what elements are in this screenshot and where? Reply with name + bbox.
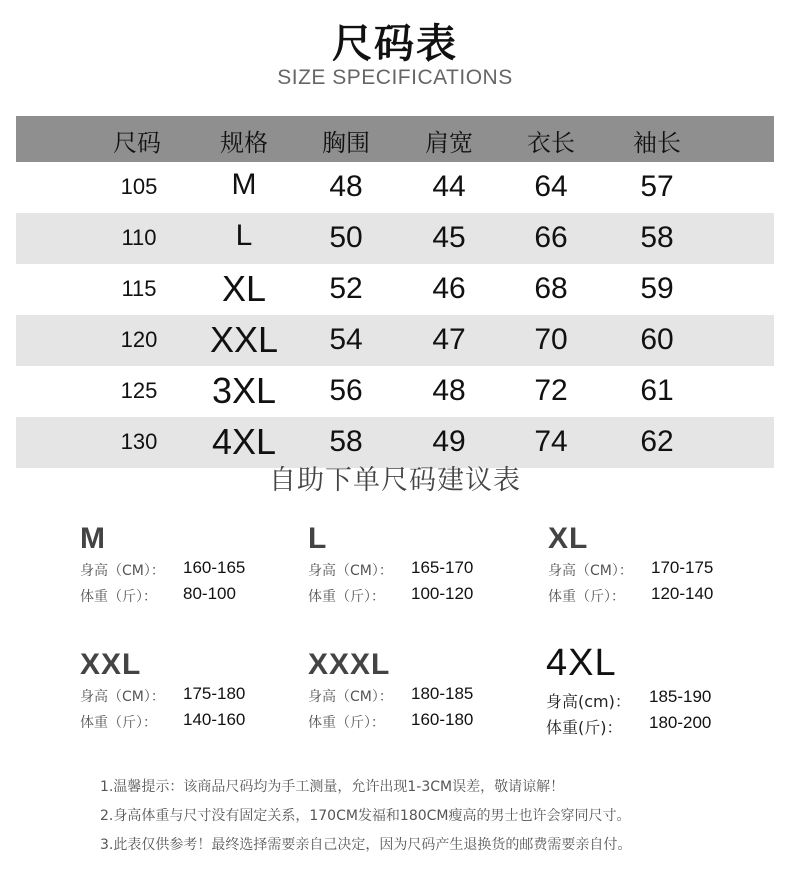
weight-line: [546, 711, 776, 737]
height-label: 身高（CM）：: [308, 689, 393, 705]
height-value: 170-175: [651, 558, 714, 577]
recommend-size: XXXL: [308, 648, 391, 681]
notes: [100, 776, 631, 863]
height-line: [546, 685, 776, 711]
height-label: 身高(cm)：: [546, 692, 631, 711]
table-cell: 4XL: [211, 421, 277, 462]
table-cell: 70: [534, 323, 568, 356]
weight-line: [80, 582, 310, 608]
table-cell: 74: [534, 425, 568, 458]
recommend-card-xxl: [80, 648, 310, 734]
page-title: 尺码表: [332, 21, 458, 67]
table-cell: XXL: [209, 319, 279, 360]
height-line: [308, 682, 538, 708]
recommend-card-xxxl: [308, 648, 538, 734]
height-label: 身高（CM）：: [548, 563, 633, 579]
table-cell: 64: [534, 170, 568, 203]
table-row: [16, 366, 774, 417]
recommend-card-4xl: [546, 642, 776, 737]
height-value: 180-185: [411, 684, 474, 703]
note-line: 2.身高体重与尺寸没有固定关系，170CM发福和180CM瘦高的男士也许会穿同尺寸。: [100, 808, 631, 824]
recommend-title: 自助下单尺码建议表: [269, 465, 521, 496]
table-cell: 47: [432, 323, 466, 356]
recommend-card-l: [308, 522, 538, 608]
table-cell: 57: [640, 170, 674, 203]
height-value: 160-165: [183, 558, 246, 577]
height-value: 165-170: [411, 558, 474, 577]
weight-label: 体重（斤）：: [548, 589, 625, 605]
table-cell: M: [231, 168, 257, 201]
weight-value: 80-100: [183, 584, 236, 603]
header-cell: 尺码: [113, 129, 161, 157]
weight-line: [308, 708, 538, 734]
header-cell: 肩宽: [425, 129, 473, 157]
table-cell: 68: [534, 272, 568, 305]
table-cell: 105: [120, 174, 158, 199]
height-line: [308, 556, 538, 582]
height-line: [80, 556, 310, 582]
table-row: [16, 213, 774, 264]
recommend-card-m: [80, 522, 310, 608]
table-cell: 115: [121, 276, 157, 301]
weight-value: 120-140: [651, 584, 714, 603]
table-cell: 120: [120, 327, 158, 352]
table-cell: 56: [329, 374, 363, 407]
table-row: [16, 264, 774, 315]
height-label: 身高（CM）：: [308, 563, 393, 579]
recommend-card-xl: [548, 522, 778, 608]
table-cell: 54: [329, 323, 363, 356]
weight-value: 100-120: [411, 584, 474, 603]
table-cell: 66: [534, 221, 568, 254]
weight-label: 体重（斤）：: [80, 715, 157, 731]
table-cell: 59: [640, 272, 674, 305]
height-label: 身高（CM）：: [80, 563, 165, 579]
table-cell: XL: [221, 268, 267, 309]
table-cell: 48: [432, 374, 466, 407]
header-cell: 袖长: [633, 129, 681, 157]
table-header: [16, 116, 774, 162]
height-value: 175-180: [183, 684, 246, 703]
note-line: 3.此表仅供参考！最终选择需要亲自己决定，因为尺码产生退换货的邮费需要亲自付。: [100, 837, 632, 853]
table-cell: 46: [432, 272, 466, 305]
page-subtitle: SIZE SPECIFICATIONS: [277, 66, 513, 89]
recommend-size: 4XL: [546, 642, 617, 684]
weight-line: [80, 708, 310, 734]
table-row: [16, 315, 774, 366]
height-label: 身高（CM）：: [80, 689, 165, 705]
height-value: 185-190: [649, 687, 712, 706]
table-cell: L: [235, 219, 253, 252]
table-cell: 60: [640, 323, 674, 356]
table-cell: 49: [432, 425, 466, 458]
recommend-size: M: [80, 522, 106, 555]
header-cell: 衣长: [527, 129, 575, 157]
table-row: [16, 162, 774, 213]
table-cell: 52: [329, 272, 363, 305]
height-line: [548, 556, 778, 582]
recommend-size: XL: [548, 522, 589, 555]
table-cell: 110: [121, 225, 157, 250]
note-line: 1.温馨提示：该商品尺码均为手工测量，允许出现1-3CM误差，敬请谅解！: [100, 779, 565, 795]
table-cell: 3XL: [211, 370, 277, 411]
table-cell: 48: [329, 170, 363, 203]
weight-line: [308, 582, 538, 608]
weight-label: 体重（斤）：: [308, 715, 385, 731]
weight-value: 160-180: [411, 710, 474, 729]
recommend-size: L: [308, 522, 328, 555]
table-cell: 58: [640, 221, 674, 254]
table-cell: 62: [640, 425, 674, 458]
header-cell: 胸围: [322, 129, 370, 157]
header-cell: 规格: [220, 129, 268, 157]
table-cell: 125: [120, 378, 158, 403]
weight-value: 140-160: [183, 710, 246, 729]
weight-value: 180-200: [649, 713, 712, 732]
recommend-size: XXL: [80, 648, 142, 681]
weight-label: 体重（斤）：: [80, 589, 157, 605]
table-cell: 58: [329, 425, 363, 458]
table-cell: 72: [534, 374, 568, 407]
weight-label: 体重(斤)：: [546, 718, 623, 737]
size-table: [16, 116, 774, 468]
table-cell: 61: [640, 374, 674, 407]
table-cell: 44: [432, 170, 466, 203]
table-cell: 45: [432, 221, 466, 254]
table-cell: 130: [120, 429, 158, 454]
table-cell: 50: [329, 221, 363, 254]
weight-label: 体重（斤）：: [308, 589, 385, 605]
height-line: [80, 682, 310, 708]
weight-line: [548, 582, 778, 608]
